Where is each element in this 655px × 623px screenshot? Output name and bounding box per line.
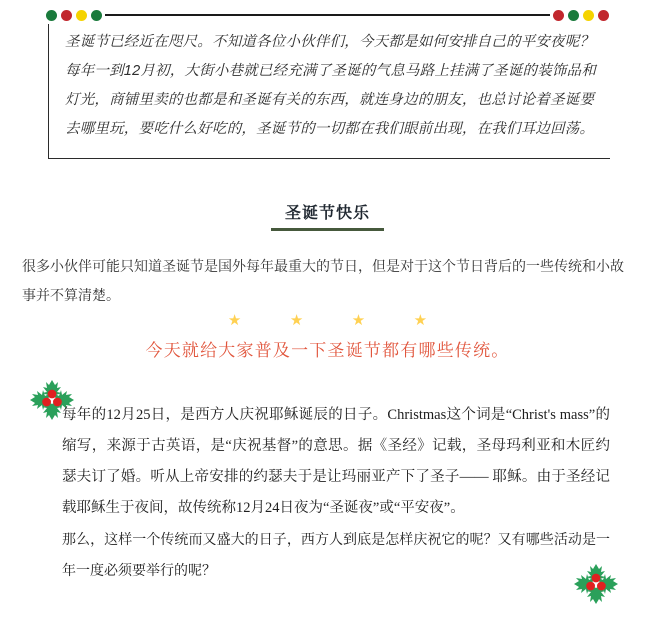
divider-line <box>105 14 550 16</box>
body-paragraph-1: 每年的12月25日，是西方人庆祝耶稣诞辰的日子。Christmas这个词是“Christ's mass”的缩写，来源于古英语，是“庆祝基督”的意思。据《圣经》记载，圣母玛利亚和木匠约瑟夫订了婚。听从上帝安排的约瑟夫于是让玛丽亚产下了圣子—— 耶稣。由于圣经记载耶稣生于夜间，故传统称12月24日夜为“圣诞夜”或“平安夜”。 <box>62 407 610 516</box>
star-icon-3: ★ <box>351 312 366 330</box>
decorative-dot-divider <box>44 8 611 22</box>
star-icon-1: ★ <box>227 312 242 330</box>
divider-dot-right-3 <box>583 10 594 21</box>
quote-paragraph-2: 每年一到12月初，大街小巷就已经充满了圣诞的气息马路上挂满了圣诞的装饰品和灯光，商铺里卖的也都是和圣诞有关的东西，就连身边的朋友，也总讨论着圣诞要去哪里玩，要吃什么好吃的，圣诞节的一切都在我们眼前出现，在我们耳边回荡。 <box>65 63 597 137</box>
divider-dot-right-2 <box>568 10 579 21</box>
divider-dot-right-4 <box>598 10 609 21</box>
divider-dot-left-1 <box>46 10 57 21</box>
intro-paragraph: 很多小伙伴可能只知道圣诞节是国外每年最重大的节日，但是对于这个节日背后的一些传统和小故事并不算清楚。 <box>22 258 624 303</box>
quote-block <box>48 24 610 159</box>
divider-dot-left-4 <box>91 10 102 21</box>
divider-dot-left-2 <box>61 10 72 21</box>
star-icon-4: ★ <box>413 312 428 330</box>
divider-dot-right-1 <box>553 10 564 21</box>
star-decoration-row <box>0 313 655 329</box>
section-heading-text: 圣诞节快乐 <box>271 200 384 231</box>
section-heading <box>0 200 655 231</box>
body-section <box>62 400 610 586</box>
divider-dot-left-3 <box>76 10 87 21</box>
star-icon-2: ★ <box>289 312 304 330</box>
quote-paragraph-1: 圣诞节已经近在咫尺。不知道各位小伙伴们，今天都是如何安排自己的平安夜呢？ <box>65 34 595 50</box>
body-paragraph-2: 那么，这样一个传统而又盛大的日子，西方人到底是怎样庆祝它的呢？又有哪些活动是一年一度必须要举行的呢？ <box>62 531 610 578</box>
red-highlight-heading: 今天就给大家普及一下圣诞节都有哪些传统。 <box>145 341 510 360</box>
